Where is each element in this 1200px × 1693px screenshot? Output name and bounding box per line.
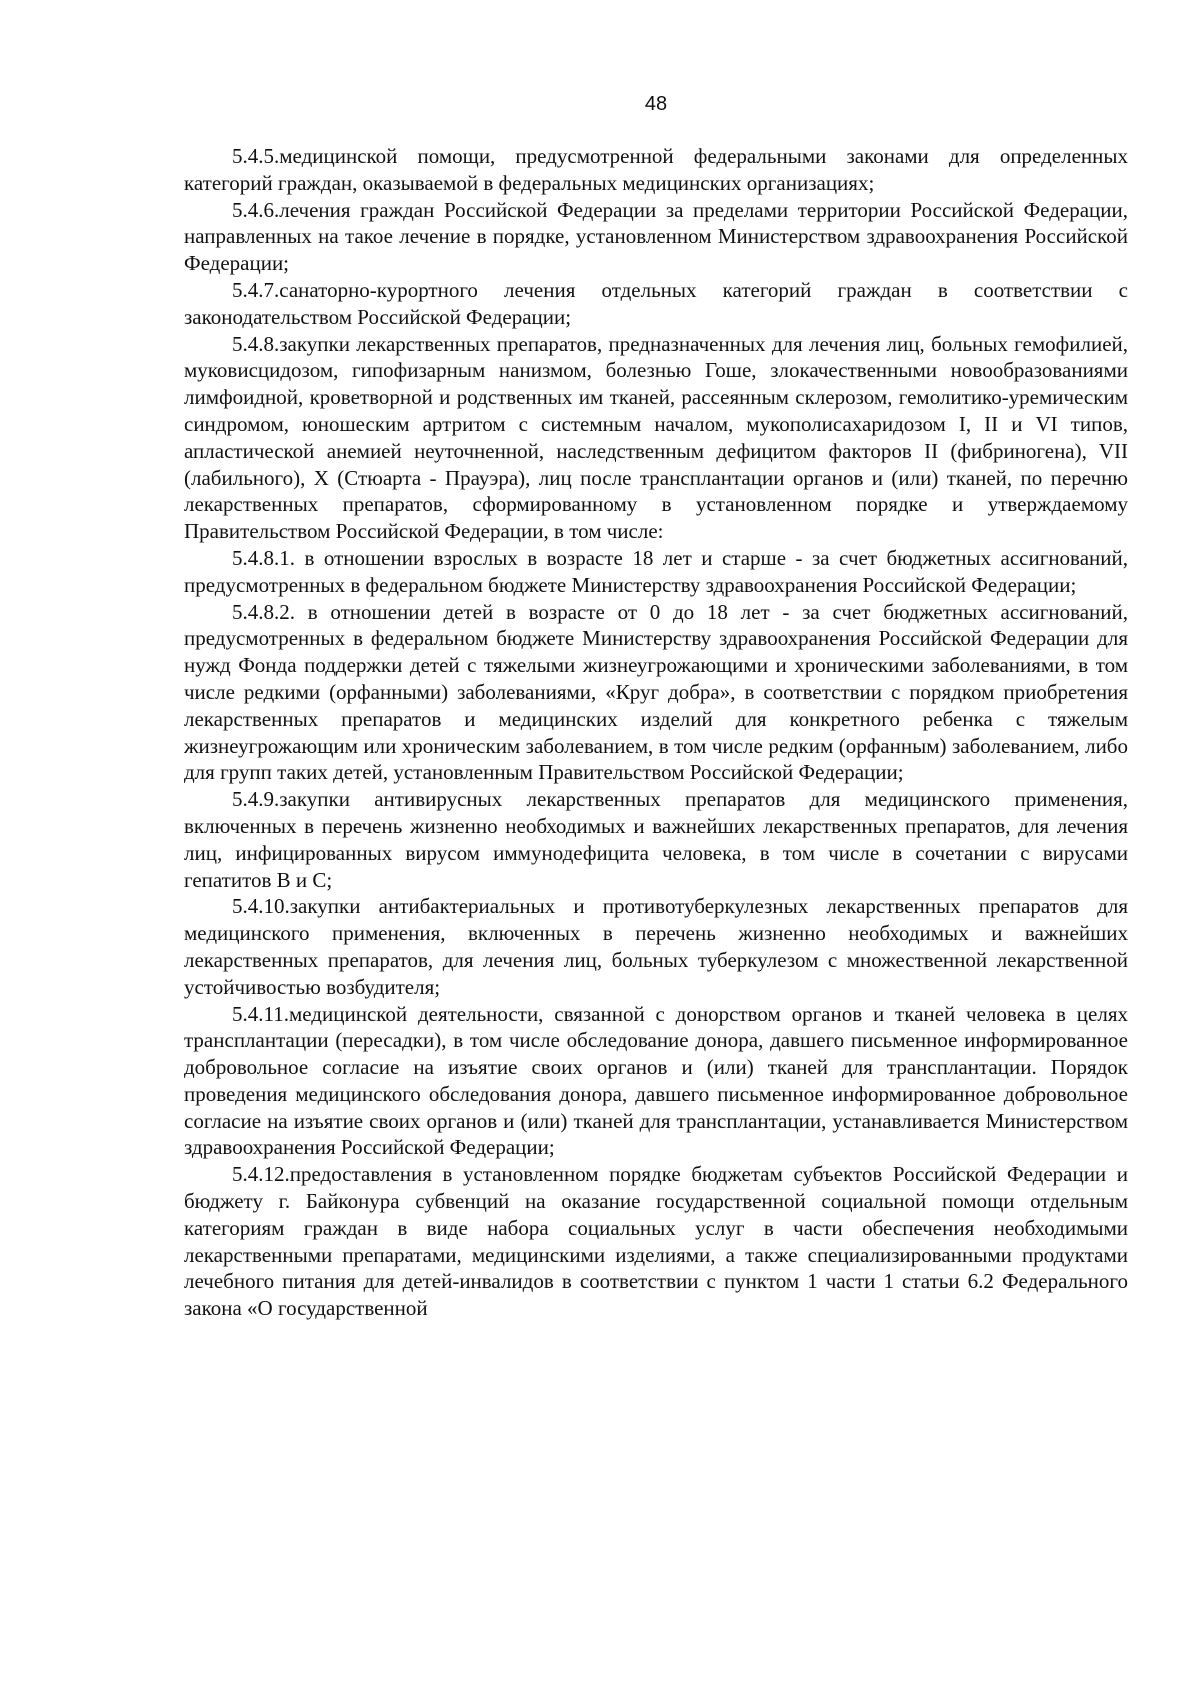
paragraph-5-4-6: 5.4.6.лечения граждан Российской Федерации за пределами территории Российской Федерации, направленных на такое лечение в порядке, установленном Министерством здравоохранения Российской Федерации; bbox=[184, 197, 1128, 276]
page-number: 48 bbox=[644, 93, 668, 115]
paragraph-5-4-12: 5.4.12.предоставления в установленном порядке бюджетам субъектов Российской Федерации и бюджету г. Байконура субвенций на оказание государственной социальной помощи отдельным категориям граждан в виде набора социальных услуг в части обеспечения необходимыми лекарственными препаратами, медицинскими изделиями, а также специализированными продуктами лечебного питания для детей-инвалидов в соответствии с пунктом 1 части 1 статьи 6.2 Федерального закона «О государственной bbox=[184, 1162, 1128, 1321]
paragraph-5-4-8: 5.4.8.закупки лекарственных препаратов, предназначенных для лечения лиц, больных гемофилией, муковисцидозом, гипофизарным нанизмом, болезнью Гоше, злокачественными новообразованиями лимфоидной, кроветворной и родственных им тканей, рассеянным склерозом, гемолитико-уремическим синдромом, юношеским артритом с системным началом, мукополисахаридозом I, II и VI типов, апластической анемией неуточненной, наследственным дефицитом факторов II (фибриногена), VII (лабильного), X (Стюарта - Прауэра), лиц после трансплантации органов и (или) тканей, по перечню лекарственных препаратов, сформированному в установленном порядке и утверждаемому Правительством Российской Федерации, в том числе: bbox=[184, 331, 1128, 544]
document-body bbox=[184, 143, 1128, 1322]
paragraph-5-4-8-2: 5.4.8.2. в отношении детей в возрасте от 0 до 18 лет - за счет бюджетных ассигнований, предусмотренных в федеральном бюджете Министерству здравоохранения Российской Федерации для нужд Фонда поддержки детей с тяжелыми жизнеугрожающими и хроническими заболеваниями, в том числе редкими (орфанными) заболеваниями, «Круг добра», в соответствии с порядком приобретения лекарственных препаратов и медицинских изделий для конкретного ребенка с тяжелым жизнеугрожающим или хроническим заболеванием, в том числе редким (орфанным) заболеванием, либо для групп таких детей, установленным Правительством Российской Федерации; bbox=[184, 599, 1128, 785]
paragraph-5-4-8-1: 5.4.8.1. в отношении взрослых в возрасте 18 лет и старше - за счет бюджетных ассигнований, предусмотренных в федеральном бюджете Министерству здравоохранения Российской Федерации; bbox=[184, 545, 1128, 597]
paragraph-5-4-9: 5.4.9.закупки антивирусных лекарственных препаратов для медицинского применения, включенных в перечень жизненно необходимых и важнейших лекарственных препаратов, для лечения лиц, инфицированных вирусом иммунодефицита человека, в том числе в сочетании с вирусами гепатитов B и C; bbox=[184, 787, 1128, 892]
paragraph-5-4-5: 5.4.5.медицинской помощи, предусмотренной федеральными законами для определенных категорий граждан, оказываемой в федеральных медицинских организациях; bbox=[184, 144, 1128, 195]
paragraph-5-4-10: 5.4.10.закупки антибактериальных и противотуберкулезных лекарственных препаратов для медицинского применения, включенных в перечень жизненно необходимых и важнейших лекарственных препаратов, для лечения лиц, больных туберкулезом с множественной лекарственной устойчивостью возбудителя; bbox=[184, 894, 1128, 999]
paragraph-5-4-11: 5.4.11.медицинской деятельности, связанной с донорством органов и тканей человека в целях трансплантации (пересадки), в том числе обследование донора, давшего письменное информированное добровольное согласие на изъятие своих органов и (или) тканей для трансплантации. Порядок проведения медицинского обследования донора, давшего письменное информированное добровольное согласие на изъятие своих органов и (или) тканей для трансплантации, устанавливается Министерством здравоохранения Российской Федерации; bbox=[184, 1001, 1128, 1160]
paragraph-5-4-7: 5.4.7.санаторно-курортного лечения отдельных категорий граждан в соответствии с законодательством Российской Федерации; bbox=[184, 277, 1128, 329]
